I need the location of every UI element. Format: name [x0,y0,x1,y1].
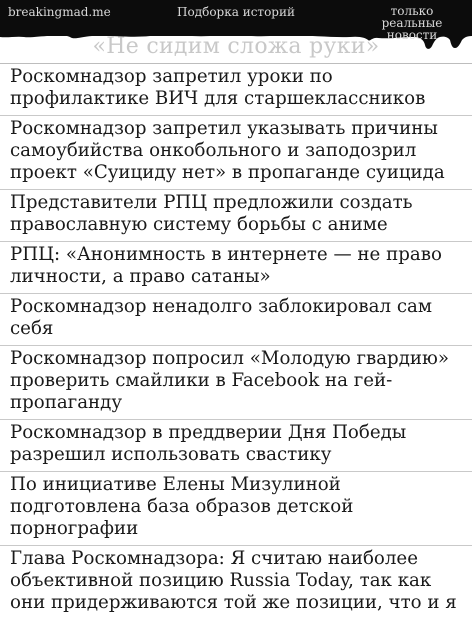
stories-link[interactable]: Подборка историй [177,5,295,19]
article-title[interactable]: Роскомнадзор попросил «Молодую гвардию» проверить смайлики в Facebook на гей-пропаганду [10,348,449,413]
article-item[interactable] [0,63,472,115]
article-item[interactable] [0,293,472,345]
article-item[interactable] [0,345,472,419]
article-title[interactable]: РПЦ: «Анонимность в интернете — не право личности, а право сатаны» [10,244,442,287]
article-item[interactable] [0,471,472,545]
article-title[interactable]: Глава Роскомнадзора: Я считаю наиболее объективной позицию Russia Today, так как они придерживаются той же позиции, что и я [10,548,457,613]
article-title[interactable]: Роскомнадзор запретил указывать причины самоубийства онкобольного и заподозрил проект «Суициду нет» в пропаганде суицида [10,118,445,183]
article-list [0,63,472,619]
article-title[interactable]: По инициативе Елены Мизулиной подготовлена база образов детской порнографии [10,474,354,539]
real-news-line2: новости [386,28,438,42]
article-title[interactable]: Представители РПЦ предложили создать православную систему борьбы с аниме [10,192,413,235]
article-item[interactable] [0,115,472,189]
article-title[interactable]: Роскомнадзор запретил уроки по профилактике ВИЧ для старшеклассников [10,66,426,109]
real-news-line1: только реальные [381,4,443,30]
page-slogan: «Не сидим сложа руки» [92,34,380,59]
top-navigation [0,0,472,42]
article-item[interactable] [0,189,472,241]
article-item[interactable] [0,419,472,471]
article-item[interactable] [0,241,472,293]
article-title[interactable]: Роскомнадзор в преддверии Дня Победы разрешил использовать свастику [10,422,407,465]
site-link[interactable]: breakingmad.me [8,5,111,19]
article-title[interactable]: Роскомнадзор ненадолго заблокировал сам себя [10,296,432,339]
article-item[interactable] [0,545,472,619]
